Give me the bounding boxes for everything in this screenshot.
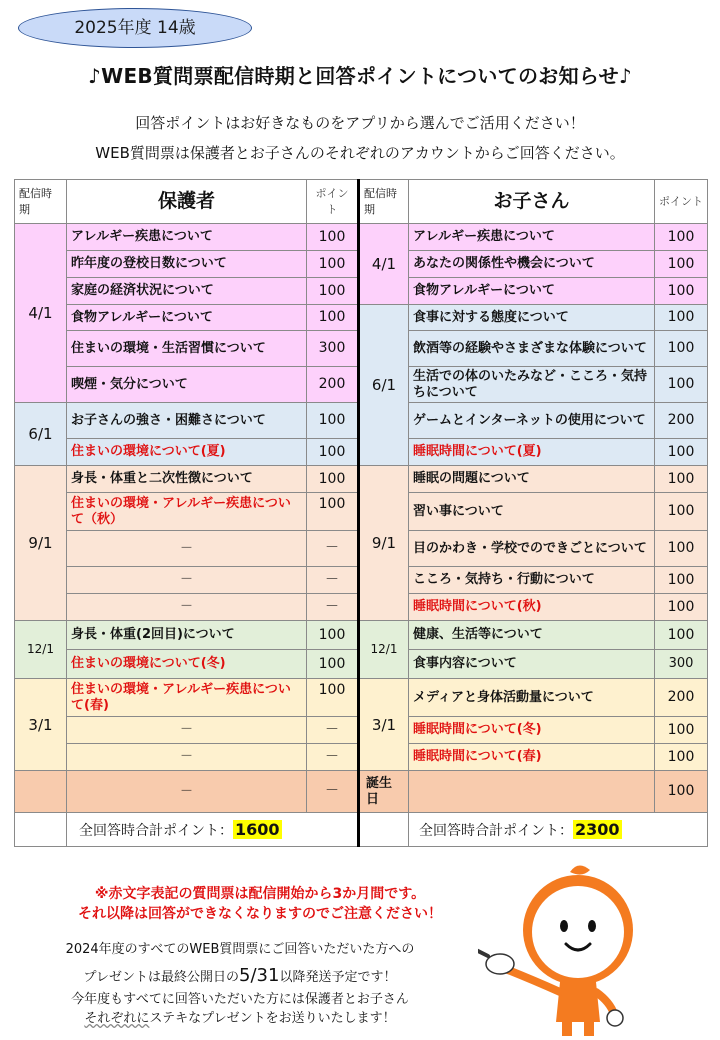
child-points: 100 [655,367,708,403]
child-question: 食事内容について [409,650,655,679]
guardian-question-limited: 住まいの環境について(夏) [67,439,307,466]
child-month-6-1: 6/1 [359,305,409,466]
child-month-12-1: 12/1 [359,621,409,679]
guardian-points: 100 [307,679,359,717]
table-row [15,224,708,251]
child-points: 100 [655,251,708,278]
schedule-table [14,179,708,847]
child-points: 100 [655,278,708,305]
guardian-points-empty: － [307,717,359,744]
child-points: 200 [655,403,708,439]
guardian-question: 昨年度の登校日数について [67,251,307,278]
child-points: 100 [655,771,708,813]
child-total [409,813,708,847]
child-question-limited: 睡眠時間について(冬) [409,717,655,744]
totals-row [15,813,708,847]
header-guardian: 保護者 [67,180,307,224]
child-month-3-1: 3/1 [359,679,409,771]
child-question: 食物アレルギーについて [409,278,655,305]
table-row [15,305,708,331]
guardian-question-empty: － [67,531,307,567]
child-question: 習い事について [409,493,655,531]
guardian-points: 100 [307,278,359,305]
note-line-4-post: ステキなプレゼントをお送りいたします！ [149,1011,396,1026]
table-row [15,621,708,650]
child-question: 飲酒等の経験やさまざまな体験について [409,331,655,367]
red-notice-line-2: それ以降は回答ができなくなりますのでご注意ください！ [78,906,442,922]
guardian-question: 家庭の経済状況について [67,278,307,305]
note-line-3: 今年度もすべてに回答いただいた方には保護者とお子さん [71,992,409,1007]
child-question: 目のかわき・学校でのできごとについて [409,531,655,567]
guardian-question: お子さんの強さ・困難さについて [67,403,307,439]
guardian-month-12-1: 12/1 [15,621,67,679]
intro-line-2: WEB質問票は保護者とお子さんのそれぞれのアカウントからご回答ください。 [95,144,625,162]
guardian-question-empty: － [67,744,307,771]
child-points: 100 [655,621,708,650]
guardian-month-3-1: 3/1 [15,679,67,771]
child-month-4-1: 4/1 [359,224,409,305]
child-question: メディアと身体活動量について [409,679,655,717]
orange-mascot-pointing-icon [478,860,698,1040]
guardian-month-4-1: 4/1 [15,224,67,403]
guardian-question-empty: － [67,717,307,744]
note-line-2 [0,965,480,986]
guardian-month-empty [15,771,67,813]
guardian-question-limited: 住まいの環境について(冬) [67,650,307,679]
guardian-month-6-1: 6/1 [15,403,67,466]
year-age-badge: 2025年度 14歳 [18,8,252,48]
guardian-points: 100 [307,403,359,439]
child-total-label: 全回答時合計ポイント： [419,822,573,839]
child-question-empty [409,771,655,813]
guardian-points-empty: － [307,567,359,594]
guardian-question: 身長・体重と二次性徴について [67,466,307,493]
child-points: 100 [655,594,708,621]
child-points: 100 [655,744,708,771]
child-points: 100 [655,305,708,331]
child-total-value: 2300 [575,819,620,839]
child-question: 生活での体のいたみなど・こころ・気持ちについて [409,367,655,403]
child-question: ゲームとインターネットの使用について [409,403,655,439]
guardian-points: 100 [307,493,359,531]
child-points: 100 [655,331,708,367]
guardian-total [67,813,359,847]
guardian-points-empty: － [307,531,359,567]
guardian-question-limited: 住まいの環境・アレルギー疾患について(春) [67,679,307,717]
child-month-9-1: 9/1 [359,466,409,621]
guardian-question: 住まいの環境・生活習慣について [67,331,307,367]
guardian-points: 100 [307,621,359,650]
child-points: 100 [655,466,708,493]
totals-blank-guardian [15,813,67,847]
note-line-2-post: 以降発送予定です！ [279,970,397,985]
header-period-guardian: 配信時期 [15,180,67,224]
child-question-limited: 睡眠時間について(夏) [409,439,655,466]
child-question: 健康、生活等について [409,621,655,650]
note-line-4 [0,1007,480,1026]
table-header-row [15,180,708,224]
guardian-question: アレルギー疾患について [67,224,307,251]
note-line-2-pre: プレゼントは最終公開日の [83,970,240,985]
guardian-question-limited: 住まいの環境・アレルギー疾患について（秋） [67,493,307,531]
header-child: お子さん [409,180,655,224]
guardian-points: 100 [307,466,359,493]
guardian-question: 身長・体重(2回目)について [67,621,307,650]
child-points: 200 [655,679,708,717]
guardian-question-empty: － [67,771,307,813]
guardian-points: 100 [307,650,359,679]
guardian-points-empty: － [307,744,359,771]
child-question: こころ・気持ち・行動について [409,567,655,594]
child-points: 100 [655,717,708,744]
note-line-1: 2024年度のすべてのWEB質問票にご回答いただいた方への [65,942,415,957]
red-notice-line-1: ※赤文字表記の質問票は配信開始から3か月間です。 [94,886,426,902]
child-points: 100 [655,531,708,567]
guardian-points: 100 [307,251,359,278]
guardian-points: 100 [307,439,359,466]
child-question: 食事に対する態度について [409,305,655,331]
guardian-points: 100 [307,305,359,331]
totals-blank-child [359,813,409,847]
header-period-child: 配信時期 [359,180,409,224]
table-row [15,466,708,493]
guardian-month-9-1: 9/1 [15,466,67,621]
child-points: 100 [655,224,708,251]
header-points-guardian: ポイント [307,180,359,224]
child-points: 100 [655,439,708,466]
child-points: 100 [655,493,708,531]
guardian-total-label: 全回答時合計ポイント： [79,822,233,839]
intro-line-1: 回答ポイントはお好きなものをアプリから選んでご活用ください！ [135,114,585,132]
guardian-points-empty: － [307,594,359,621]
final-date: 5/31 [239,965,280,986]
table-row [15,771,708,813]
child-month-birthday: 誕生日 [359,771,409,813]
header-points-child: ポイント [655,180,708,224]
child-points: 100 [655,567,708,594]
guardian-question: 食物アレルギーについて [67,305,307,331]
page-title: ♪WEB質問票配信時期と回答ポイントについてのお知らせ♪ [88,64,632,88]
guardian-question: 喫煙・気分について [67,367,307,403]
guardian-question-empty: － [67,594,307,621]
note-underlined: それぞれに [84,1011,150,1026]
child-question: アレルギー疾患について [409,224,655,251]
child-points: 300 [655,650,708,679]
child-question: あなたの関係性や機会について [409,251,655,278]
child-question-limited: 睡眠時間について(春) [409,744,655,771]
child-question: 睡眠の問題について [409,466,655,493]
table-row [15,679,708,717]
guardian-question-empty: － [67,567,307,594]
guardian-points: 100 [307,224,359,251]
child-question-limited: 睡眠時間について(秋) [409,594,655,621]
guardian-points: 300 [307,331,359,367]
guardian-points: 200 [307,367,359,403]
guardian-total-value: 1600 [235,819,280,839]
guardian-points-empty: － [307,771,359,813]
